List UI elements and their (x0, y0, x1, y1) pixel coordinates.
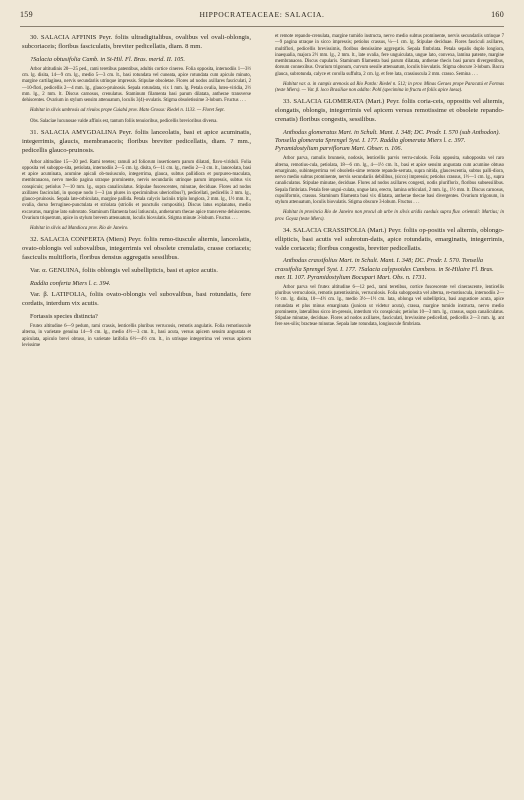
species-33-diagnosis: 33. SALACIA GLOMERATA (Mart.) Peyr. foliis coria-ceis, oppositis vel alternis, elongatis, oblongis, integerrimis vel apicem versus remotissime et obsolete repando-crenatis) floribus congestis, sessilibus. (275, 98, 504, 124)
species-33-habitat: Habitat in provincia Rio de Janeiro non procul ab urbe in silvis aridis caeduis supra fluv. orientali: Martius; in prov. Goyaz (teste Miers). (275, 210, 504, 222)
species-32-description: Frutex altitudine 6—9 pedum, rami crassis, lenticellis pluribus verrucosis, remotis angulatis. Folia remotiuscule alterna, in varietate genuina 14—9 cm. lg., medio 4½—3 cm. lt., basi acuta, versus apicem sensim angustata et apiculata, apiculo brevi obtuso, in varietate latifolia 6½—4½ cm. lt., in utrisque integerrima vel versus apicem levissime (22, 324, 251, 348)
species-30-diagnosis: 30. SALACIA AFFINIS Peyr. foliis ultradigitalibus, ovalibus vel ovali-oblongis, subcoriaceis; floribus fasciculatis, breviter pedicellatis, diam. 8 mm. (22, 34, 251, 50)
species-30-description: Arbor altitudinis 20—25 ped., rami teretibus patentibus, adultis cortice cinereo. Folia opposita, internodiis 1—3½ cm. lg. disita, 14—9 cm. lg., medio 5—3 cm. lt., basi rotundata vel cuneata, apice rotundata cum apiculo minuto, margine cartilaginea, nervis secundariis utrinque impressis. Stipulae obsoletae. Flores ad nodos axillares fasciculati, 2—10-flori, pedicellis 2—4 mm. lg., glauco-pruinosis. Sepala rotundata, vix 1 mm. lg. Petala ovalia, luteo-viridia, 2½ mm. lg., 2 mm. lt. Discus carnosus, crenulatus. Staminum filamenta basi parum dilatata, antherae transverse dehiscentes. Ovarium in stylum sensim attenuatum, loculis 3(4)-ovulatis. Stigma obsoletissime 3-lobum. Fructus . . . (22, 66, 251, 104)
species-34-diagnosis: 34. SALACIA CRASSIFOLIA (Mart.) Peyr. foliis op-positis vel alternis, oblongo-ellipticis, basi acutis vel subrotun-datis, apice rotundatis, emarginatis, integerrimis, valde coriaceis; floribus congestis, breviter pedicellatis. (275, 226, 504, 252)
running-header (20, 10, 504, 24)
species-30-observation: Obs. Salaciae lucunosae valde affinis est, tantum foliis tenuioribus, pedicellis brevioribus diversa. (30, 118, 218, 124)
species-34-description: Arbor parva vel frutex altitudine 6—12 ped., rami teretibus, cortice fuscescente vel cinerascente, lenticellis pluribus verruculosis, remotis patentissimis, verruculosis. Folia subopposita vel alterna, re-motiuscula, internodiis 2—½ cm. lg. disita, 10—4½ cm. lg., medio 3½—1½ cm. lata, oblonga vel subelliptica, basi angustiore acuta, apice rotundata et plus minus emarginata (juniora ut videtur acuta), crassa, margine tumido instructa, nervo medio prominente, lateralibus sicco im-pressis, interdum vix conspicuis; petiolus 10—3 mm. lg., crassus, supra canaliculatus. Stipulae minutae, deciduae. Flores ad nodos axillares, fasciculati, brevissime pedicellati, pedicellis 2—3 mm. lg. ant fere ses-silis; bracteae minutae. Sepala late rotundata, longiuscule fimbriata. (275, 284, 504, 328)
species-32-variety-beta-note: Fortassis species distincta? (30, 312, 98, 320)
species-32-habitat: Habitat var. α. in campis arenosis ad Rio Pardo: Riedel n. 512; in prov. Minas Geraes prope Paracatú et Formas (teste Miers). — Var. β. loco Brasiliae non addito: Pohl (specimina in fructu et foliis apice laesa). (275, 81, 504, 93)
species-31-description: Arbor altitudine 15—20 ped. Rami teretes; ramuli ad foliorum insertionem parum dilatati, flavo-viriduli. Folia opposita vel suboppo-sita, petiolata, internodiis 2—5 cm. lg. disita, 6—11 cm. lg., medio 2—3 cm. lt., lanceolata, basi et apice acuminata, acumine apicali ob-tusiusculo, integerrima, glauca, subtus pallidiora et purpureo-maculata, membranacea, nervo medio pagina utraque prominente, nervis secundariis utrinque parum impressis, subtus vix conspicuis; petiolus 7—10 mm. lg., supra canaliculatus. Stipulae fuscescentes, minutae, deciduae. Flores ad nodos axillares fasciculati, in quoque nodo 1—3 (an plures in speciminibus uberioribus?), pedicellati, pedicellis 3 mm. lg., glauco-pruinosis. Sepala late-orbiculata, margine pallida. Petala calycis laciniis triplo longiora, 2 mm. lg., 1½ mm. lt., ovalia, dorso ferrugineo-punctulata et striolata (striolis et punctulis compositis). Discus latus explanatus, medio excavatus, margine lato subrotato. Staminum filamenta basi latiuscula, antherarum thecae apice transverse dehiscentes. Ovarium triquetrum, apice in stylum brevem attenuatum, loculis biovulatis. Stigma minute 3-lobum. Fructus . . . (22, 159, 251, 221)
header-rule (20, 26, 504, 27)
left-column (22, 34, 251, 353)
species-34-synonyms: Anthodus crassifolius Mart. in Schult. Mant. I. 348; DC. Prodr. I. 570. Tonsella crassifolia Sprengel Syst. I. 177. ?Salacia calypsoides Cambess. in St-Hilaire Fl. Bras. mer. II. 107. Pyramidostylium Bocupari Mart. Obs. n. 1731. (275, 257, 494, 281)
species-32-description-continued: et remote repando-crenulata, margine tumido instructa, nervo medio subtus prominente, nervis secundariis utrinque 7—9 pagina utraque in sicco impressis; petiolus crassus, ¼—1 cm. lg. Stipulae deciduae. Flores fasciculi axillares, multiflori, pedicellis brevissimis, floribus densissime aggregatis. Sepala fimbriata. Petala sepalis duplo longiora, inaequalia, majora 2½ mm. lg., 2 mm. lt., late ovalia, fere unguiculata, ungue lato, convexa, lamina patente, margine membranacea. Discus cupularis. Staminum filamenta basi parum dilatata, antherae thecis basi parum divergentibus, dorsum connexibus. Ovarium trigonum, curvum sessile attenuatum, loculis biovulatis. Stigma obscure 3-lobum. Bacca glauca, subrotunda, calyce et corolla suffulta, 2 cm. lg. et fere lata, crassiuscula 2 mm. crasso. Semina . . . (275, 34, 504, 77)
page-number-right: 160 (491, 10, 504, 19)
species-32-variety-beta: Var. β. LATIFOLIA, foliis ovato-oblongis vel subovalibus, basi rotundatis, fere cordatis, interdum vix acutis. (22, 291, 251, 307)
species-30-habitat: Habitat in silvis umbrosis ad rivulos prope Cuiabá prov. Mato Grosso: Riedel n. 1133. — Floret Sept. (30, 108, 225, 114)
species-33-synonyms: Anthodus glomeratus Mart. in Schult. Mant. I. 348; DC. Prodr. I. 570 (sub Anthodon). Tonsella glomerata Sprengel Syst. I. 177. Raddia glomerata Miers l. c. 397. Pyramidostylium parviflorum Mart. Obser. n. 106. (275, 128, 501, 153)
species-32-diagnosis: 32. SALACIA CONFERTA (Miers) Peyr. foliis remo-tiuscule alternis, lanceolatis, ovato-oblongis vel subovalibus, integerrimis vel obsolete crenulatis, crasse coriaceis; fasciculis multifloris, floribus densius aggregatis sessilibus. (22, 236, 251, 262)
species-31-diagnosis: 31. SALACIA AMYGDALINA Peyr. foliis lanceolatis, basi et apice acuminatis, integerrimis, glaucis, membranaceis; floribus breviter pedicellatis, diam. 7 mm., pedicellis glauco-pruinosis. (22, 128, 251, 154)
species-32-variety-alpha: Var. α. GENUINA, foliis oblongis vel subellipticis, basi et apice acutis. (30, 267, 218, 275)
page-number-left: 159 (20, 10, 33, 19)
species-33-description: Arbor parva, ramulis brunneis, nodosis, lenticellis parvis verru-culosis. Folia opposita, subopposita vel raro alterna, remotius-cula, petiolata, 18—6 cm. lg., 4—1½ cm. lt., basi et apice sensim angustata cum acumine obtuso emarginato, subintegerrima vel obsoletis-sime remote repando-serrata, supra nitida, glaucescentia, subtus palli-diora, nervo medio subtus prominente, nervis secundariis debilibus, (sicco) impressis; petiolus crassus, 1½—1 cm. lg., supra canaliculatus. Stipulae minutae, deciduae. Flores ad nodos axillares congesti, nodis pluriflorix, floribus subsessilibus. Sepala fimbriata. Petala fere ungui-culata, ungue lato, erecto, lamina orbiculari, 2 mm. lg., 1½ mm. lt. Discus carnosus, cupuliformis, crassus. Staminum filamenta basi vix dilatata, antherae thecae basi divergentes. Ovarium trigonum, in stylum attenuatum, loculis biovulatis. Stigma obscure 3-lobum. Fructus . . . (275, 156, 504, 205)
right-column (275, 34, 504, 333)
running-title: HIPPOCRATEACEAE: SALACIA. (199, 10, 325, 19)
species-30-synonym: ?Salacia obtusifolia Camb. in St-Hil. Fl. Bras. merid. II. 105. (30, 55, 185, 63)
species-31-habitat: Habitat in silvis ad Mandioca prov. Rio de Janeiro. (30, 226, 129, 232)
species-32-variety-alpha-synonym: Raddia conferta Miers l. c. 394. (30, 280, 111, 287)
